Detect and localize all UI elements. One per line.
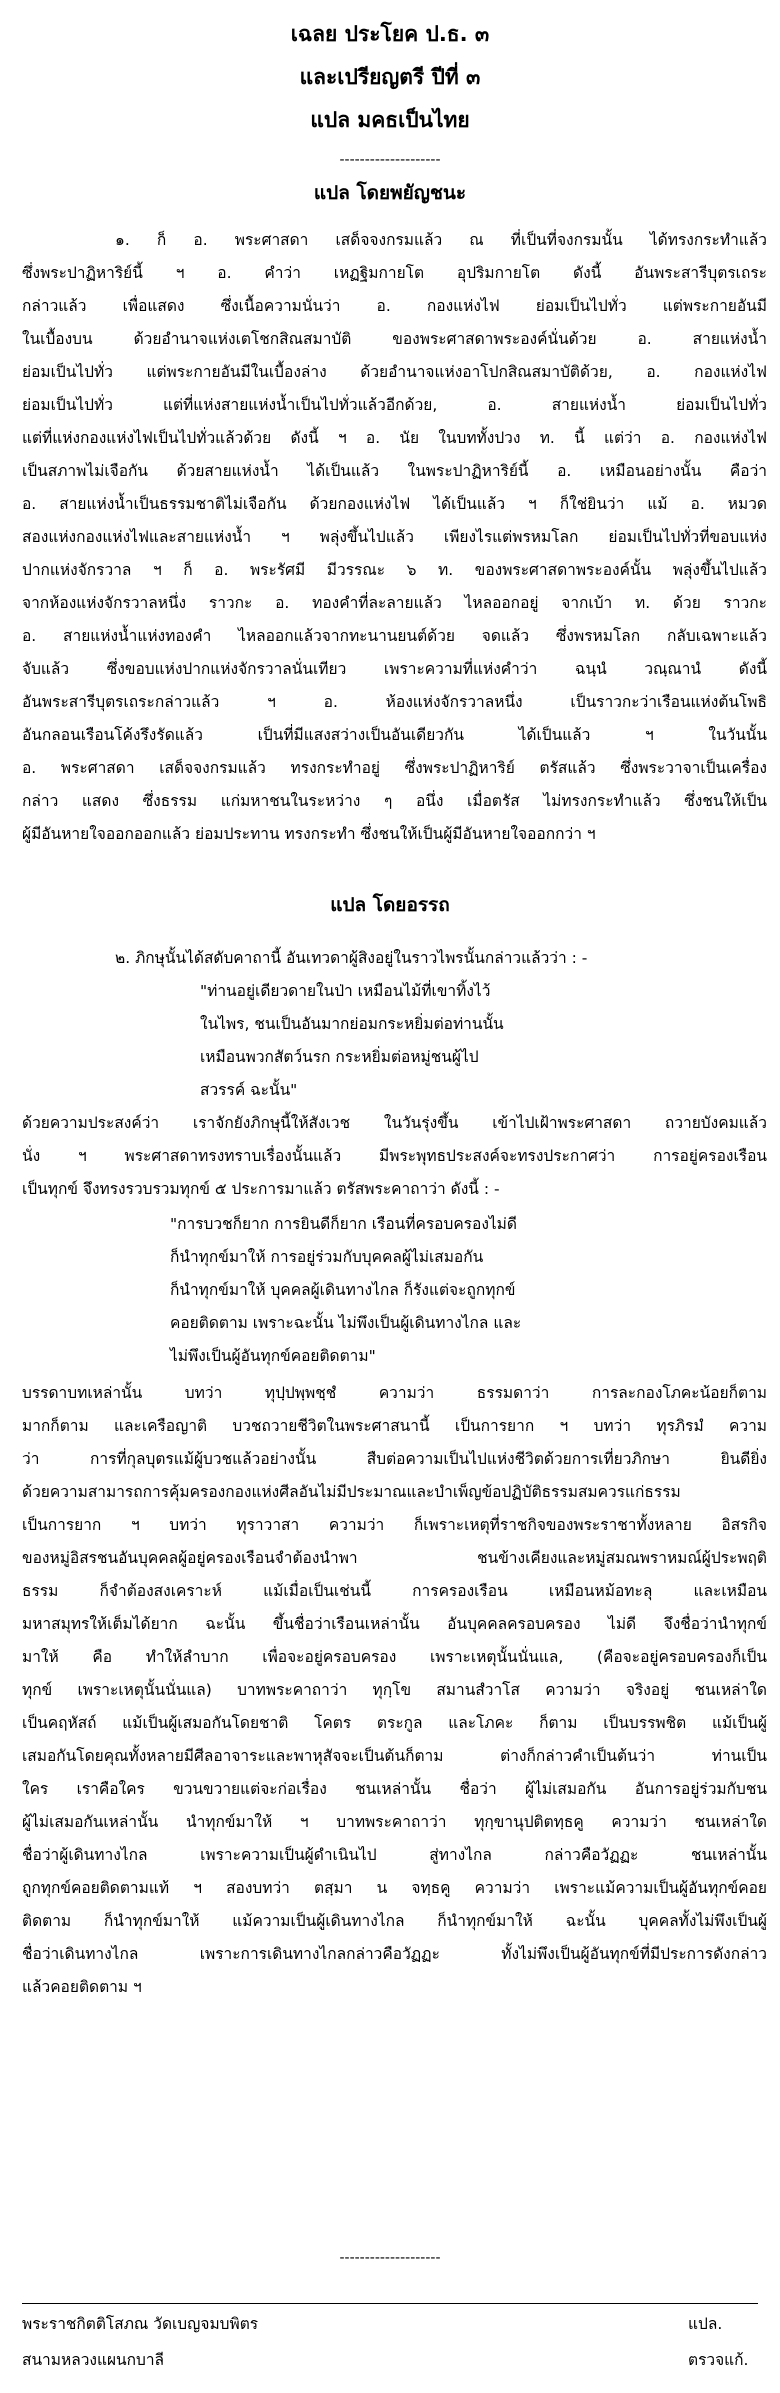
paragraph-line: ปากแห่งจักรวาล ฯ ก็ อ. พระรัศมี มีวรรณะ ๖ ท. ของพระศาสดาพระองค์นั้น พลุ่งขึ้นไปแล้ว (22, 561, 767, 579)
paragraph-line: ติดตาม ก็นำทุกข์มาให้ แม้ความเป็นผู้เดินทางไกล ก็นำทุกข์มาให้ ฉะนั้น บุคคลทั้งไม่พึงเป็นผู้ (22, 1912, 767, 1930)
paragraph-line: สองแห่งกองแห่งไฟและสายแห่งน้ำ ฯ พลุ่งขึ้นไปแล้ว เพียงไรแต่พรหมโลก ย่อมเป็นไปทั่วที่ขอบแห่ง (22, 528, 767, 546)
section1-title: แปล โดยพยัญชนะ (313, 182, 467, 204)
footer-rule (22, 2303, 758, 2304)
paragraph-line: ผู้ไม่เสมอกันเหล่านั้น นำทุกข์มาให้ ฯ บาทพระคาถาว่า ทุกฺขานุปติตทฺธคู ความว่า ชนเหล่าใด (22, 1813, 767, 1831)
paragraph-line: บรรดาบทเหล่านั้น บทว่า ทุปฺปพฺพชฺชํ ความว่า ธรรมดาว่า การละกองโภคะน้อยก็ตาม (22, 1384, 767, 1402)
paragraph-line: ถูกทุกข์คอยติดตามแท้ ฯ สองบทว่า ตสฺมา น จทฺธคู ความว่า เพราะแม้ความเป็นผู้อันทุกข์คอย (22, 1879, 767, 1897)
paragraph-line: เป็นสภาพไม่เจือกัน ด้วยสายแห่งน้ำ ได้เป็นแล้ว ในพระปาฏิหาริย์นี้ อ. เหมือนอย่างนั้น คือว่า (22, 462, 767, 480)
paragraph-line: อันกลอนเรือนโค้งรึงรัดแล้ว เป็นที่มีแสงสว่างเป็นอันเดียวกัน ได้เป็นแล้ว ฯ ในวันนั้น (22, 726, 767, 744)
paragraph-line: ธรรม ก็จำต้องสงเคราะห์ แม้เมื่อเป็นเช่นนี้ การครองเรือน เหมือนหม้อทะลุ และเหมือน (22, 1582, 767, 1600)
translator-role: แปล. (688, 2315, 723, 2333)
translator-name: พระราชกิตติโสภณ วัดเบญจมบพิตร (22, 2315, 259, 2333)
paragraph-line: ย่อมเป็นไปทั่ว แต่พระกายอันมีในเบื้องล่าง ด้วยอำนาจแห่งอาโปกสิณสมาบัติด้วย, อ. กองแห่งไฟ (22, 363, 767, 381)
section2-title: แปล โดยอรรถ (330, 894, 450, 916)
paragraph-line: ของหมู่อิสรชนอันบุคคลผู้อยู่ครองเรือนจำต้องนำพา ชนข้างเคียงและหมู่สมณพราหมณ์ผู้ประพฤติ (22, 1549, 767, 1567)
verse-line: ไม่พึงเป็นผู้อันทุกข์คอยติดตาม" (170, 1347, 376, 1365)
paragraph-line: กล่าวแล้ว เพื่อแสดง ซึ่งเนื้อความนั่นว่า อ. กองแห่งไฟ ย่อมเป็นไปทั่ว แต่พระกายอันมี (22, 297, 767, 315)
paragraph-line: อันพระสารีบุตรเถระกล่าวแล้ว ฯ อ. ห้องแห่งจักรวาลหนึ่ง เป็นราวกะว่าเรือนแห่งต้นโพธิ (22, 693, 767, 711)
paragraph-line: มหาสมุทรให้เต็มได้ยาก ฉะนั้น ขึ้นชื่อว่าเรือนเหล่านั้น อันบุคคลครอบครอง ไม่ดี จึงชื่อว่านำทุกข์ (22, 1615, 767, 1633)
paragraph-line: ด้วยความประสงค์ว่า เราจักยังภิกษุนี้ให้สังเวช ในวันรุ่งขึ้น เข้าไปเฝ้าพระศาสดา ถวายบังคมแล้ว (22, 1114, 767, 1132)
paragraph-line: อ. พระศาสดา เสด็จจงกรมแล้ว ทรงกระทำอยู่ ซึ่งพระปาฏิหาริย์ ตรัสแล้ว ซึ่งพระวาจาเป็นเครื่อง (22, 759, 767, 777)
paragraph-line: แล้วคอยติดตาม ฯ (22, 1978, 142, 1996)
footer-separator: -------------------- (339, 2250, 441, 2266)
reviewer-name: สนามหลวงแผนกบาลี (22, 2351, 165, 2369)
paragraph-line: จากห้องแห่งจักรวาลหนึ่ง ราวกะ อ. ทองคำที่ละลายแล้ว ไหลออกอยู่ จากเบ้า ท. ด้วย ราวกะ (22, 594, 767, 612)
paragraph-line: ในเบื้องบน ด้วยอำนาจแห่งเตโชกสิณสมาบัติ ของพระศาสดาพระองค์นั่นด้วย อ. สายแห่งน้ำ (22, 330, 767, 348)
paragraph-line: มากก็ตาม และเครือญาติ บวชถวายชีวิตในพระศาสนานี้ เป็นการยาก ฯ บทว่า ทุรภิรมํ ความ (22, 1417, 767, 1435)
verse-line: เหมือนพวกสัตว์นรก กระหยิ่มต่อหมู่ชนผู้ไป (200, 1048, 479, 1066)
paragraph-line: เป็นทุกข์ จึงทรงรวบรวมทุกข์ ๕ ประการมาแล้ว ตรัสพระคาถาว่า ดังนี้ : - (22, 1180, 500, 1198)
paragraph-line: แต่ที่แห่งกองแห่งไฟเป็นไปทั่วแล้วด้วย ดังนี้ ฯ อ. นัย ในบททั้งปวง ท. นี้ แต่ว่า อ. กองแห่งไฟ (22, 429, 767, 447)
verse-line: "ท่านอยู่เดียวดายในป่า เหมือนไม้ที่เขาทิ้งไว้ (200, 982, 491, 1000)
verse-line: ในไพร, ชนเป็นอันมากย่อมกระหยิ่มต่อท่านนั้น (200, 1015, 504, 1033)
paragraph-line: กล่าว แสดง ซึ่งธรรม แก่มหาชนในระหว่าง ๆ อนึ่ง เมื่อตรัส ไม่ทรงกระทำแล้ว ซึ่งชนให้เป็น (22, 792, 767, 810)
section2-intro: ๒. ภิกษุนั้นได้สดับคาถานี้ อันเทวดาผู้สิงอยู่ในราวไพรนั้นกล่าวแล้วว่า : - (115, 949, 588, 967)
paragraph-line: เป็นคฤหัสถ์ แม้เป็นผู้เสมอกันโดยชาติ โคตร ตระกูล และโภคะ ก็ตาม เป็นบรรพชิต แม้เป็นผู้ (22, 1714, 767, 1732)
verse-line: สวรรค์ ฉะนั้น" (200, 1081, 298, 1099)
paragraph-line: อ. สายแห่งน้ำแห่งทองคำ ไหลออกแล้วจากทะนานยนต์ด้วย จดแล้ว ซึ่งพรหมโลก กลับเฉพาะแล้ว (22, 627, 767, 645)
paragraph-line: ผู้มีอันหายใจออกออกแล้ว ย่อมประทาน ทรงกระทำ ซึ่งชนให้เป็นผู้มีอันหายใจออกกว่า ฯ (22, 825, 596, 843)
header-title-line3: แปล มคธเป็นไทย (310, 108, 470, 132)
header-title-line2: และเปรียญตรี ปีที่ ๓ (299, 65, 481, 89)
paragraph-line: มาให้ คือ ทำให้ลำบาก เพื่อจะอยู่ครอบครอง เพราะเหตุนั้นนั่นแล, (คือจะอยู่ครอบครองก็เป็น (22, 1648, 767, 1666)
paragraph-line: ใคร เราคือใคร ขวนขวายแต่จะก่อเรื่อง ชนเหล่านั้น ชื่อว่า ผู้ไม่เสมอกัน อันการอยู่ร่วมกับชน (22, 1780, 767, 1798)
verse-line: ก็นำทุกข์มาให้ บุคคลผู้เดินทางไกล ก็รังแต่จะถูกทุกข์ (170, 1281, 516, 1299)
paragraph-line: ซึ่งพระปาฏิหาริย์นี้ ฯ อ. คำว่า เหฏฐิมกายโต อุปริมกายโต ดังนี้ อันพระสารีบุตรเถระ (22, 264, 767, 282)
verse-line: "การบวชก็ยาก การยินดีก็ยาก เรือนที่ครอบครองไม่ดี (170, 1215, 517, 1233)
verse-line: ก็นำทุกข์มาให้ การอยู่ร่วมกับบุคคลผู้ไม่เสมอกัน (170, 1248, 484, 1266)
paragraph-line: เสมอกันโดยคุณทั้งหลายมีศีลอาจาระและพาหุสัจจะเป็นต้นก็ตาม ต่างก็กล่าวคำเป็นต้นว่า ท่านเป็น (22, 1747, 767, 1765)
paragraph-line: ชื่อว่าผู้เดินทางไกล เพราะความเป็นผู้ดำเนินไป สู่ทางไกล กล่าวคือวัฏฏะ ชนเหล่านั้น (22, 1846, 767, 1864)
paragraph-line: ๑. ก็ อ. พระศาสดา เสด็จจงกรมแล้ว ณ ที่เป็นที่จงกรมนั้น ได้ทรงกระทำแล้ว (115, 231, 767, 249)
paragraph-line: ด้วยความสามารถการคุ้มครองกองแห่งศีลอันไม่มีประมาณและบำเพ็ญข้อปฏิบัติธรรมสมควรแก่ธรรม (22, 1483, 681, 1501)
paragraph-line: นั่ง ฯ พระศาสดาทรงทราบเรื่องนั้นแล้ว มีพระพุทธประสงค์จะทรงประกาศว่า การอยู่ครองเรือน (22, 1147, 767, 1165)
paragraph-line: ทุกข์ เพราะเหตุนั้นนั่นแล) บาทพระคาถาว่า ทุกฺโข สมานสํวาโส ความว่า จริงอยู่ ชนเหล่าใด (22, 1681, 767, 1699)
header-separator: -------------------- (339, 152, 441, 168)
paragraph-line: อ. สายแห่งน้ำเป็นธรรมชาติไม่เจือกัน ด้วยกองแห่งไฟ ได้เป็นแล้ว ฯ ก็ใช่ยินว่า แม้ อ. หมวด (22, 495, 767, 513)
verse-line: คอยติดตาม เพราะฉะนั้น ไม่พึงเป็นผู้เดินทางไกล และ (170, 1314, 522, 1332)
paragraph-line: ว่า การที่กุลบุตรแม้ผู้บวชแล้วอย่างนั้น สืบต่อความเป็นไปแห่งชีวิตด้วยการเที่ยวภิกษา ยินดียิ่ง (22, 1450, 767, 1468)
reviewer-role: ตรวจแก้. (688, 2351, 749, 2369)
paragraph-line: ชื่อว่าเดินทางไกล เพราะการเดินทางไกลกล่าวคือวัฏฏะ ทั้งไม่พึงเป็นผู้อันทุกข์ที่มีประการดังกล่าว (22, 1945, 767, 1963)
header-title-line1: เฉลย ประโยค ป.ธ. ๓ (290, 22, 490, 46)
paragraph-line: ย่อมเป็นไปทั่ว แต่ที่แห่งสายแห่งน้ำเป็นไปทั่วแล้วอีกด้วย, อ. สายแห่งน้ำ ย่อมเป็นไปทั่ว (22, 396, 767, 414)
paragraph-line: เป็นการยาก ฯ บทว่า ทุราวาสา ความว่า ก็เพราะเหตุที่ราชกิจของพระราชาทั้งหลาย อิสรกิจ (22, 1516, 767, 1534)
paragraph-line: จับแล้ว ซึ่งขอบแห่งปากแห่งจักรวาลนั่นเทียว เพราะความที่แห่งคำว่า ฉนฺนํ วณฺณานํ ดังนี้ (22, 660, 767, 678)
